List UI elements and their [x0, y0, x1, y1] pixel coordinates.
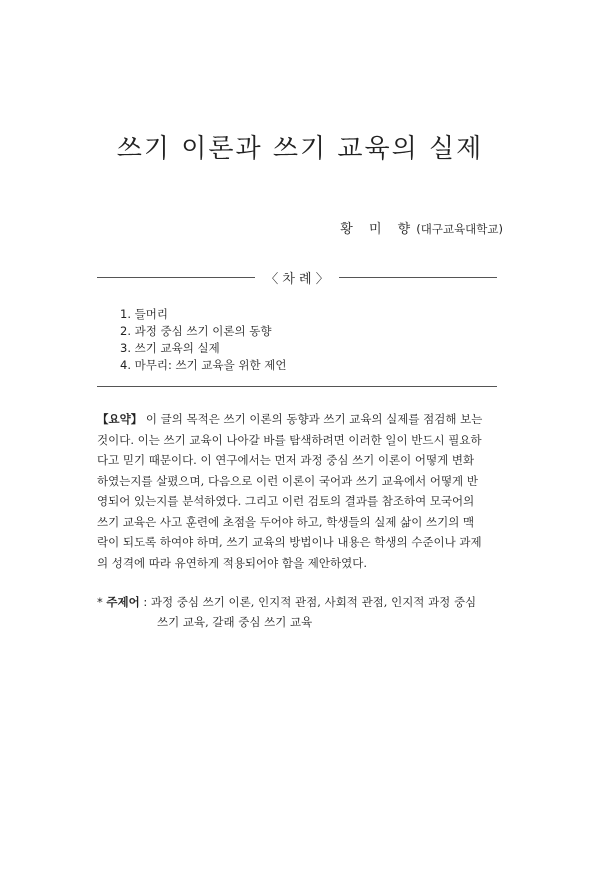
toc-list — [120, 306, 286, 374]
toc-rule-left — [97, 277, 255, 278]
toc-bottom-rule — [97, 386, 497, 387]
toc-item: 2. 과정 중심 쓰기 이론의 동향 — [120, 324, 272, 338]
toc-heading: 〈 차 례 〉 — [265, 272, 329, 287]
keywords-prefix: * — [97, 595, 107, 609]
abstract-text: 이 글의 목적은 쓰기 이론의 동향과 쓰기 교육의 실제를 점검해 보는 — [142, 412, 483, 426]
keywords-line — [97, 592, 507, 612]
toc-heading-row — [97, 268, 497, 286]
keywords-label — [97, 595, 151, 609]
author-affiliation: (대구교육대학교) — [416, 222, 503, 236]
author-line — [340, 218, 503, 237]
abstract-line: 다고 믿기 때문이다. 이 연구에서는 먼저 과정 중심 쓰기 이론이 어떻게 변화 — [97, 453, 475, 467]
abstract-line: 락이 되도록 하여야 하며, 쓰기 교육의 방법이나 내용은 학생의 수준이나 과제 — [97, 535, 482, 549]
keywords-block — [97, 592, 507, 632]
abstract-line: 하였는지를 살폈으며, 다음으로 이런 이론이 국어과 쓰기 교육에서 어떻게 반 — [97, 473, 478, 488]
toc-item: 1. 들머리 — [120, 307, 168, 321]
paper-title: 쓰기 이론과 쓰기 교육의 실제 — [116, 134, 484, 164]
toc-item: 4. 마무리: 쓰기 교육을 위한 제언 — [120, 358, 287, 372]
keywords-text: 과정 중심 쓰기 이론, 인지적 관점, 사회적 관점, 인지적 과정 중심 — [150, 595, 477, 609]
toc-item: 3. 쓰기 교육의 실제 — [120, 341, 220, 355]
abstract-line: 쓰기 교육은 사고 훈련에 초점을 두어야 하고, 학생들의 실제 삶이 쓰기의 맥 — [97, 514, 475, 529]
author-name: 황 미 향 — [340, 222, 417, 237]
keywords-line: 쓰기 교육, 갈래 중심 쓰기 교육 — [157, 615, 313, 629]
abstract-line: 영되어 있는지를 분석하였다. 그리고 이런 검토의 결과를 참조하여 모국어의 — [97, 494, 475, 508]
abstract — [97, 409, 501, 573]
abstract-line: 것이다. 이는 쓰기 교육이 나아갈 바를 탐색하려면 이러한 일이 반드시 필요하 — [97, 432, 482, 447]
keywords-separator: : — [139, 595, 151, 609]
abstract-label: 【요약】 — [97, 412, 143, 426]
abstract-line: 의 성격에 따라 유연하게 적용되어야 함을 제안하였다. — [97, 555, 367, 570]
toc-rule-right — [339, 277, 497, 278]
abstract-line — [97, 409, 501, 430]
keywords-label-text: 주제어 — [106, 595, 140, 609]
